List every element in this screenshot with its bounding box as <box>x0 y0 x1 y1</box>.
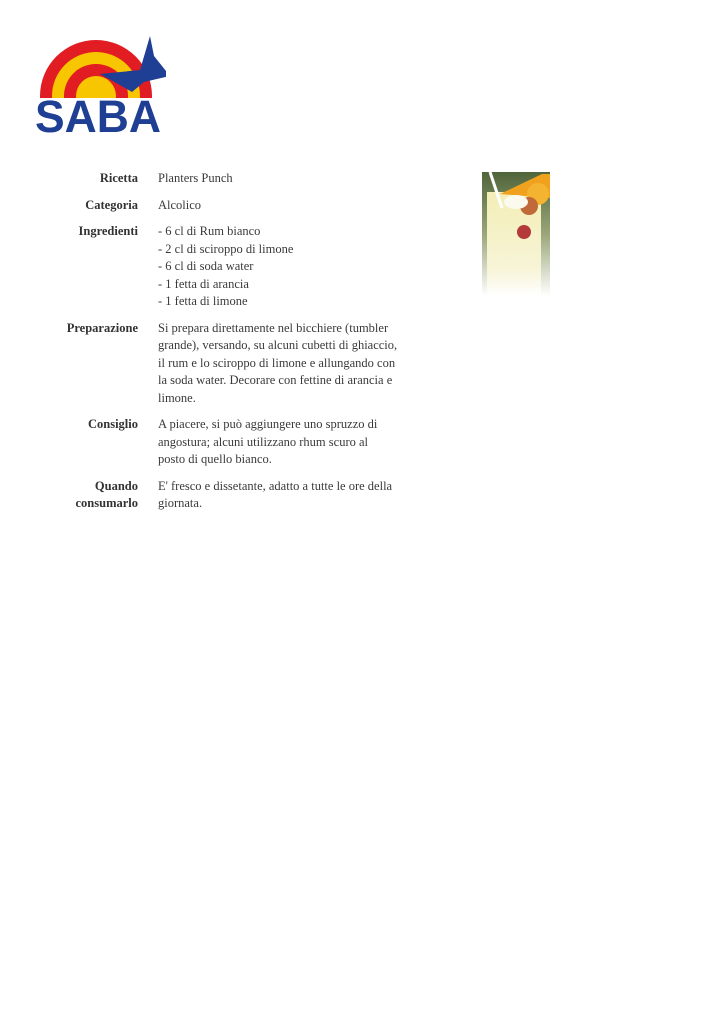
category-label: Categoria <box>85 197 138 212</box>
ingredients-list <box>158 223 398 311</box>
cocktail-image <box>482 172 550 296</box>
recipe-name: Planters Punch <box>158 171 233 185</box>
ingredient-item: - 1 fetta di arancia <box>158 276 249 291</box>
ingredient-item: - 6 cl di soda water <box>158 259 254 273</box>
preparation-label: Preparazione <box>66 320 138 335</box>
svg-text:SABA: SABA <box>35 91 161 134</box>
ingredients-label: Ingredienti <box>78 224 138 238</box>
recipe-label: Ricetta <box>99 171 138 185</box>
row-ingredients <box>30 223 410 311</box>
ingredient-item: - 1 fetta di limone <box>158 294 248 308</box>
preparation-text: Si prepara direttamente nel bicchiere (tumbler grande), versando, su alcuni cubetti di ghiaccio, il rum e lo sciroppo di limone e allungando con la soda water. Decorare con fettine di arancia e limone. <box>158 320 398 405</box>
row-when <box>30 478 410 513</box>
ingredient-item: - 2 cl di sciroppo di limone <box>158 241 294 256</box>
row-advice <box>30 416 410 469</box>
row-recipe <box>30 170 410 188</box>
row-preparation <box>30 320 410 408</box>
advice-text: A piacere, si può aggiungere uno spruzzo di angostura; alcuni utilizzano rhum scuro al posto di quello bianco. <box>158 417 378 466</box>
ingredient-item: - 6 cl di Rum bianco <box>158 224 261 238</box>
advice-label: Consiglio <box>87 417 138 431</box>
saba-logo <box>34 36 166 134</box>
when-text: E' fresco e dissetante, adatto a tutte le ore della giornata. <box>158 478 393 510</box>
category-value: Alcolico <box>158 197 202 212</box>
recipe-table <box>30 170 410 522</box>
row-category <box>30 197 410 215</box>
when-label: Quando consumarlo <box>75 478 138 510</box>
